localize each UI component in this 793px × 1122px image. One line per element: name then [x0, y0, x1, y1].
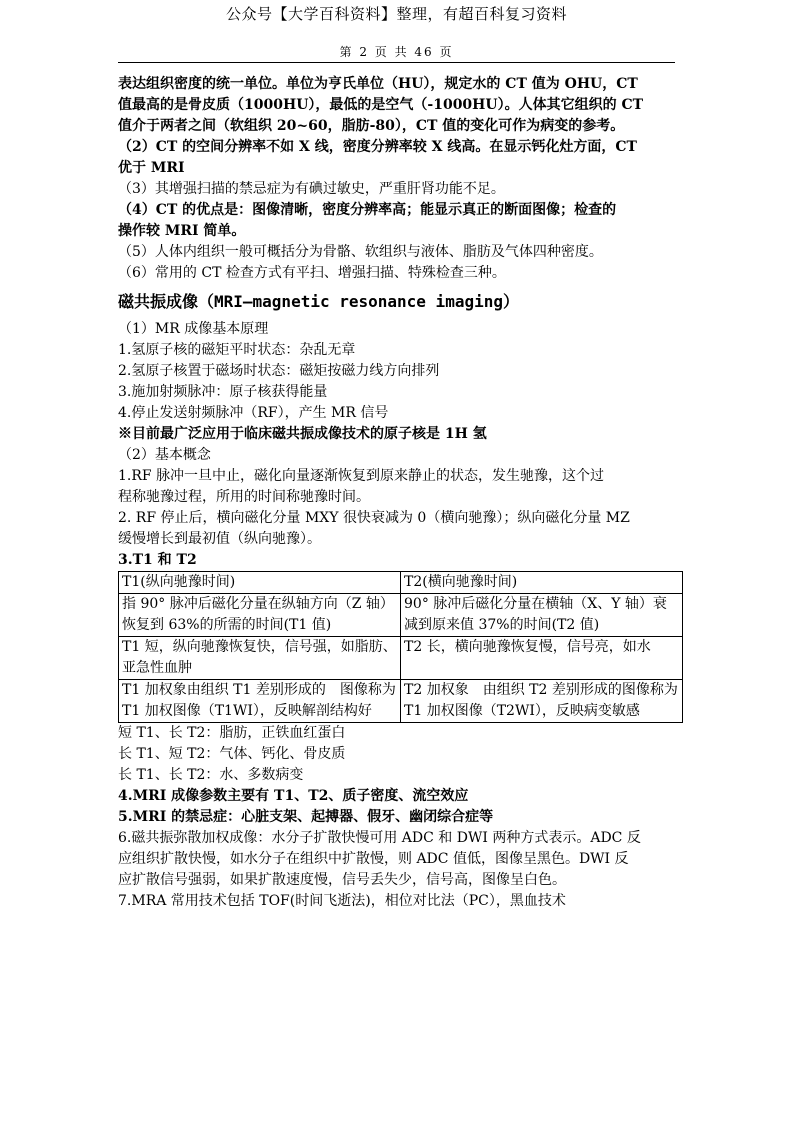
- ct-text-line: 表达组织密度的统一单位。单位为亨氏单位（HU），规定水的 CT 值为 OHU，CT: [118, 76, 638, 92]
- mri-note-line: 长 T1、长 T2：水、多数病变: [118, 767, 304, 783]
- mri-note-line: 应组织扩散快慢，如水分子在组织中扩散慢，则 ADC 值低，图像呈黑色。DWI 反: [118, 851, 629, 867]
- mri-note-line: 5.MRI 的禁忌症：心脏支架、起搏器、假牙、幽闭综合症等: [118, 809, 494, 825]
- mri-section: [118, 319, 678, 571]
- table-cell: T1(纵向驰豫时间): [119, 572, 401, 594]
- mri-text-line: ※目前最广泛应用于临床磁共振成像技术的原子核是 1H 氢: [118, 426, 487, 442]
- ct-section: [118, 74, 678, 284]
- document-body: [118, 74, 678, 912]
- mri-text-line: 缓慢增长到最初值（纵向驰豫）。: [118, 531, 321, 547]
- table-cell: T1 加权象由组织 T1 差别形成的 图像称为 T1 加权图像（T1WI），反映解剖结构好: [119, 680, 401, 723]
- ct-text-line: 优于 MRI: [118, 160, 185, 176]
- ct-text-line: （3）其增强扫描的禁忌症为有碘过敏史，严重肝肾功能不足。: [118, 181, 505, 197]
- mri-text-line: 程称驰豫过程，所用的时间称驰豫时间。: [118, 489, 370, 505]
- header-divider: [118, 62, 675, 63]
- mri-notes-section: [118, 723, 678, 912]
- table-row: [119, 680, 683, 723]
- table-row: [119, 637, 683, 680]
- mri-note-line: 应扩散信号强弱，如果扩散速度慢，信号丢失少，信号高，图像呈白色。: [118, 872, 566, 888]
- mri-note-line: 7.MRA 常用技术包括 TOF(时间飞逝法)，相位对比法（PC），黑血技术: [118, 893, 566, 909]
- mri-text-line: 4.停止发送射频脉冲（RF），产生 MR 信号: [118, 405, 389, 421]
- ct-text-line: 值介于两者之间（软组织 20~60，脂肪-80），CT 值的变化可作为病变的参考。: [118, 118, 625, 134]
- mri-text-line: 2.氢原子核置于磁场时状态：磁矩按磁力线方向排列: [118, 363, 440, 379]
- mri-text-line: 3.T1 和 T2: [118, 552, 197, 568]
- mri-note-line: 4.MRI 成像参数主要有 T1、T2、质子密度、流空效应: [118, 788, 469, 804]
- table-cell: T2(横向驰豫时间): [401, 572, 683, 594]
- ct-text-line: 值最高的是骨皮质（1000HU），最低的是空气（-1000HU）。人体其它组织的 CT: [118, 97, 644, 113]
- mri-text-line: 3.施加射频脉冲：原子核获得能量: [118, 384, 328, 400]
- table-row: [119, 594, 683, 637]
- table-cell: T1 短，纵向驰豫恢复快，信号强，如脂肪、亚急性血肿: [119, 637, 401, 680]
- page-number: 第 2 页 共 46 页: [339, 45, 454, 59]
- ct-text-line: （5）人体内组织一般可概括分为骨骼、软组织与液体、脂肪及气体四种密度。: [118, 244, 603, 260]
- table-cell: T2 加权象 由组织 T2 差别形成的图像称为 T1 加权图像（T2WI），反映病变敏感: [401, 680, 683, 723]
- table-header-row: [119, 572, 683, 594]
- mri-text-line: 1.RF 脉冲一旦中止，磁化向量逐渐恢复到原来静止的状态，发生驰豫，这个过: [118, 468, 605, 484]
- ct-text-line: （6）常用的 CT 检查方式有平扫、增强扫描、特殊检查三种。: [118, 265, 506, 281]
- mri-text-line: 2. RF 停止后，横向磁化分量 MXY 很快衰减为 0（横向驰豫）；纵向磁化分量 MZ: [118, 510, 630, 526]
- mri-text-line: （1）MR 成像基本原理: [118, 321, 269, 337]
- table-cell: 90° 脉冲后磁化分量在横轴（X、Y 轴）衰减到原来值 37%的时间(T2 值): [401, 594, 683, 637]
- t1-t2-table: [118, 571, 683, 723]
- mri-note-line: 短 T1、长 T2：脂肪，正铁血红蛋白: [118, 725, 346, 741]
- mri-note-line: 6.磁共振弥散加权成像：水分子扩散快慢可用 ADC 和 DWI 两种方式表示。ADC 反: [118, 830, 641, 846]
- mri-text-line: （2）基本概念: [118, 447, 211, 463]
- ct-text-line: （2）CT 的空间分辨率不如 X 线，密度分辨率较 X 线高。在显示钙化灶方面，CT: [118, 139, 637, 155]
- ct-text-line: （4）CT 的优点是：图像清晰，密度分辨率高；能显示真正的断面图像；检查的: [118, 202, 617, 218]
- table-cell: T2 长，横向驰豫恢复慢，信号亮，如水: [401, 637, 683, 680]
- mri-section-title: 磁共振成像（MRI—magnetic resonance imaging）: [118, 292, 519, 311]
- ct-text-line: 操作较 MRI 简单。: [118, 223, 246, 239]
- table-cell: 指 90° 脉冲后磁化分量在纵轴方向（Z 轴）恢复到 63%的所需的时间(T1 值): [119, 594, 401, 637]
- header-title: 公众号【大学百科资料】整理，有超百科复习资料: [225, 5, 567, 23]
- mri-text-line: 1.氢原子核的磁矩平时状态：杂乱无章: [118, 342, 356, 358]
- mri-note-line: 长 T1、短 T2：气体、钙化、骨皮质: [118, 746, 346, 762]
